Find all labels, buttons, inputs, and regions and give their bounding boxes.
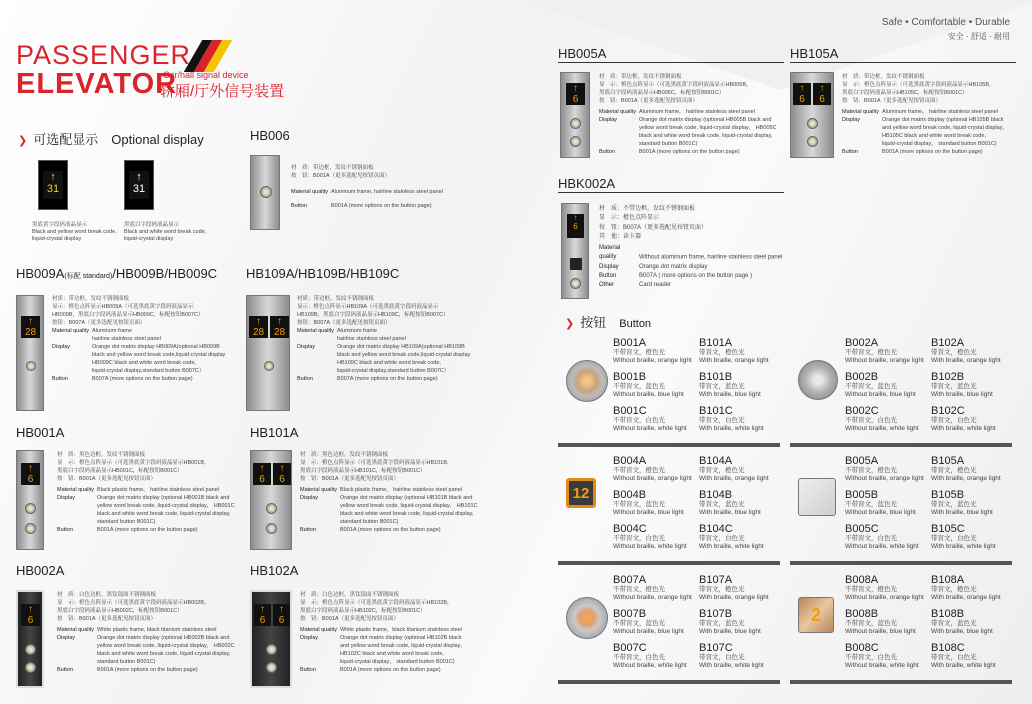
button-desc-cn: 带盲文，橙色光 xyxy=(699,467,745,474)
hb102-panel: ↑ 6 ↑ 6 xyxy=(250,590,292,688)
button-photo-icon xyxy=(798,360,838,400)
button-photo-icon xyxy=(798,597,834,633)
down-button-icon xyxy=(266,662,277,673)
button-variant xyxy=(931,338,1017,365)
button-desc-cn: 带盲文，蓝色光 xyxy=(931,501,977,508)
divider xyxy=(558,192,784,193)
button-variant xyxy=(931,575,1017,602)
hbk002-info: 材 质：不带边框，发纹不锈钢面板 显 示：橙色点阵显示 按 钮：B007A（更多选配见按钮页面） 其 他：读卡器 Material quality Without aluminum frame, hairline stainless steel panel Display Orange dot matrix display Button B007A ( more options on the button page ) Other Card reader xyxy=(599,206,783,289)
card-reader-icon xyxy=(570,258,582,270)
divider xyxy=(790,62,1016,63)
button-variant xyxy=(699,456,785,483)
hb002-title: HB002A xyxy=(16,563,65,578)
hb101-title: HB101A xyxy=(250,425,299,440)
hb105-title: HB105A xyxy=(790,46,839,61)
button-variant xyxy=(931,643,1017,670)
button-code: B108A xyxy=(931,574,965,586)
button-variant xyxy=(613,575,699,602)
button-desc-en: With braille, orange light xyxy=(699,474,769,482)
button-variant xyxy=(845,456,931,483)
button-code: B007B xyxy=(613,608,647,620)
section-bar xyxy=(558,561,780,565)
button-code: B107A xyxy=(699,574,733,586)
button-variant xyxy=(699,609,785,636)
up-button-icon xyxy=(266,644,277,655)
button-code: B007C xyxy=(613,642,647,654)
brand-subtitle-en: Car/hall signal device xyxy=(163,70,249,80)
hb102-title: HB102A xyxy=(250,563,299,578)
brand-line-1: PASSENGER xyxy=(16,40,192,70)
button-desc-cn: 不带盲文，白色光 xyxy=(845,417,897,424)
section-bar xyxy=(790,680,1012,684)
button-desc-en: Without braille, white light xyxy=(845,424,919,432)
arrow-icon: ❯ xyxy=(18,135,28,147)
call-button-icon xyxy=(260,186,272,198)
button-desc-en: Without braille, orange light xyxy=(613,593,692,601)
button-code: B105B xyxy=(931,489,965,501)
optional-display-caption-1: 黑底黄字段码液晶显示 Black and yellow word break code, liquid-crystal display xyxy=(32,222,117,243)
button-desc-cn: 不带盲文，蓝色光 xyxy=(845,501,897,508)
button-photo-icon xyxy=(566,478,596,508)
hb006-title: HB006 xyxy=(250,128,290,143)
button-desc-cn: 带盲文，白色光 xyxy=(931,654,977,661)
section-bar xyxy=(790,443,1012,447)
button-code: B005B xyxy=(845,489,879,501)
button-desc-en: With braille, white light xyxy=(931,661,996,669)
hb109-panel: ↑ 28 ↑ 28 xyxy=(246,295,290,411)
hb005-title: HB005A xyxy=(558,46,607,61)
button-desc-en: Without braille, blue light xyxy=(845,390,916,398)
button-desc-cn: 不带盲文，橙色光 xyxy=(613,586,665,593)
button-variant xyxy=(845,609,931,636)
hb001-panel: ↑ 6 xyxy=(16,450,44,550)
button-code: B004A xyxy=(613,455,647,467)
up-button-icon xyxy=(25,644,36,655)
button-desc-cn: 带盲文，白色光 xyxy=(699,535,745,542)
hb001-title: HB001A xyxy=(16,425,65,440)
button-variant xyxy=(699,338,785,365)
button-code: B007A xyxy=(613,574,647,586)
button-variant xyxy=(699,490,785,517)
button-desc-cn: 不带盲文，蓝色光 xyxy=(845,383,897,390)
button-desc-cn: 不带盲文，白色光 xyxy=(613,535,665,542)
button-photo-icon xyxy=(798,478,836,516)
button-desc-cn: 带盲文，橙色光 xyxy=(699,586,745,593)
button-desc-en: With braille, orange light xyxy=(699,356,769,364)
button-variant xyxy=(845,643,931,670)
button-code: B107B xyxy=(699,608,733,620)
button-variant xyxy=(845,372,931,399)
button-code: B005C xyxy=(845,523,879,535)
button-desc-cn: 不带盲文，橙色光 xyxy=(845,349,897,356)
section-bar xyxy=(790,561,1012,565)
button-desc-cn: 带盲文，橙色光 xyxy=(931,349,977,356)
up-button-icon xyxy=(570,118,581,129)
button-variant xyxy=(699,524,785,551)
button-desc-cn: 带盲文，橙色光 xyxy=(931,586,977,593)
button-code: B101A xyxy=(699,337,733,349)
button-variant xyxy=(699,575,785,602)
button-desc-en: Without braille, orange light xyxy=(613,356,692,364)
button-variant xyxy=(845,406,931,433)
button-code: B104A xyxy=(699,455,733,467)
button-desc-cn: 带盲文，白色光 xyxy=(699,417,745,424)
button-desc-cn: 带盲文，白色光 xyxy=(931,535,977,542)
button-desc-cn: 不带盲文，橙色光 xyxy=(845,586,897,593)
button-desc-cn: 不带盲文，白色光 xyxy=(845,654,897,661)
button-code: B008A xyxy=(845,574,879,586)
button-desc-cn: 不带盲文，橙色光 xyxy=(613,349,665,356)
down-button-icon xyxy=(25,662,36,673)
up-button-icon xyxy=(25,503,36,514)
button-code: B001A xyxy=(613,337,647,349)
button-variant xyxy=(931,456,1017,483)
arrow-icon: ❯ xyxy=(565,318,575,330)
flag-stripes-icon xyxy=(183,40,223,70)
button-desc-en: With braille, blue light xyxy=(931,627,993,635)
button-code: B101C xyxy=(699,405,733,417)
button-code: B002B xyxy=(845,371,879,383)
down-button-icon xyxy=(570,136,581,147)
button-variant xyxy=(931,406,1017,433)
hb109-info: 材质：带边框，发纹不锈钢面板 显示：橙色点阵显示HB109A（可选黑底黄字段码液晶显示 HB109B，黑底白字段码液晶显示HB109C，标配按钮B007C） 按钮：B007A（更多选配见按钮页面） Material quality Aluminum frame hairline stainless steel panel Display Orange dot matrix display HB109A(optional HB109B black and yellow word break code,liquid-crystal display HB109C black and white word break code, liquid-crystal display,standard button B007C） Button B007A (more options on the button page) xyxy=(297,296,471,382)
brand-line-2: ELEVATOR xyxy=(16,68,178,100)
button-variant xyxy=(845,490,931,517)
button-desc-en: Without braille, white light xyxy=(613,661,687,669)
button-desc-en: With braille, orange light xyxy=(699,593,769,601)
brand-subtitle-cn: 轿厢/厅外信号装置 xyxy=(160,83,285,100)
button-desc-en: Without braille, white light xyxy=(845,542,919,550)
button-code: B104C xyxy=(699,523,733,535)
button-desc-cn: 带盲文，橙色光 xyxy=(931,467,977,474)
button-code: B002C xyxy=(845,405,879,417)
hb101-info: 材 质：黑色边框，发纹不锈钢面板 显 示：橙色点阵显示（可选黑底黄字段码液晶显示HB101B， 黑底白字段码液晶显示HB101C，标配按钮B001C） 按 钮：B001A（更多选配见按钮页面） Material quality Black plastic frame， hairline stainless steel panel Display Orange dot matrix display (optional HB101B black and yellow word break code, liquid-crystal display， HB101C black and white word break code, liquid-crystal display, standard button B001C) Button B001A (more options on the button page) xyxy=(300,452,478,533)
button-desc-en: With braille, white light xyxy=(931,424,996,432)
section-bar xyxy=(558,680,780,684)
button-code: B004C xyxy=(613,523,647,535)
button-variant xyxy=(613,406,699,433)
button-variant xyxy=(931,490,1017,517)
down-button-icon xyxy=(266,523,277,534)
hb105-panel: ↑ 6 ↑ 6 xyxy=(790,72,834,158)
hb009-panel: ↑ 28 xyxy=(16,295,44,411)
button-code: B107C xyxy=(699,642,733,654)
section-bar xyxy=(558,443,780,447)
button-variant xyxy=(845,575,931,602)
call-button-icon xyxy=(26,361,36,371)
hb002-panel: ↑ 6 xyxy=(16,590,44,688)
call-button-icon xyxy=(264,361,274,371)
hb102-info: 材 质：白色边框，黑钛镜面不锈钢面板 显 示：橙色点阵显示（可选黑底黄字段码液晶显示HB102B， 黑底白字段码液晶显示HB102C，标配按钮B001C） 按 钮：B001A（更多选配见按钮页面） Material quality White plastic frame，black titanium stainless steel Display Orange dot matrix display (optional HB102B black and yellow word break code, liquid-crystal display， HB102C black and white word break code, liquid-crystal display， standard button B001C) Button B001A (more options on the button page) xyxy=(300,592,466,673)
button-desc-en: With braille, white light xyxy=(699,424,764,432)
optional-display-yellow: ↑ 31 xyxy=(38,160,68,210)
hb001-info: 材 质：黑色边框，发纹不锈钢面板 显 示：橙色点阵显示（可选黑底黄字段码液晶显示HB001B， 黑底白字段码液晶显示HB001C，标配按钮B001C） 按 钮：B001A（更多选配见按钮页面） Material quality Black plastic frame， hairline stainless steel panel Display Orange dot matrix display (optional HB001B black and yellow word break code, liquid-crystal display， HB001C black and white word break code, liquid-crystal display, standard button B001C) Button B001A (more options on the button page) xyxy=(57,452,235,533)
button-desc-cn: 不带盲文，橙色光 xyxy=(845,467,897,474)
button-code: B001C xyxy=(613,405,647,417)
button-desc-en: Without braille, blue light xyxy=(845,508,916,516)
button-digit: 2 xyxy=(810,604,821,625)
hb005-info: 材 质：带边框，发纹不锈钢面板 显 示：橙色点阵显示（可选黑底黄字段码液晶显示HB005B， 黑底白字段码液晶显示HB005C，标配按钮B001C） 按 钮：B001A（更多选配见按钮页面） Material quality Aluminum frame， hairline stainless steel panel Display Orange dot matrix display (optional HB005B black and yellow word break code, liquid-crystal display， HB005C black and white word break code, liquid-crystal display, standard button B001C) Button B001A (more options on the button page) xyxy=(599,74,777,155)
hb105-info: 材 质：带边框，发纹不锈钢面板 显 示：橙色点阵显示（可选黑底黄字段码液晶显示HB105B， 黑底白字段码液晶显示HB105C，标配按钮B001C） 按 钮：B001A（更多选配见按钮页面） Material quality Aluminum frame， hairline stainless steel panel Display Orange dot matrix display (optional HB105B black and yellow word break code, liquid-crystal display， HB105C black and white word break code, liquid-crystal display， standard button B001C) Button B001A (more options on the button page) xyxy=(842,74,1008,155)
button-desc-en: With braille, orange light xyxy=(931,356,1001,364)
button-variant xyxy=(699,372,785,399)
button-desc-cn: 不带盲文，橙色光 xyxy=(613,467,665,474)
optional-display-white: ↑ 31 xyxy=(124,160,154,210)
button-desc-en: With braille, blue light xyxy=(699,627,761,635)
up-button-icon xyxy=(807,118,818,129)
button-desc-en: Without braille, blue light xyxy=(845,627,916,635)
button-desc-en: Without braille, orange light xyxy=(613,474,692,482)
hb101-panel: ↑ 6 ↑ 6 xyxy=(250,450,292,550)
button-desc-en: Without braille, orange light xyxy=(845,356,924,364)
button-code: B104B xyxy=(699,489,733,501)
button-desc-cn: 带盲文，蓝色光 xyxy=(699,383,745,390)
hb006-panel xyxy=(250,155,280,230)
button-desc-cn: 不带盲文，蓝色光 xyxy=(613,620,665,627)
button-variant xyxy=(931,609,1017,636)
button-photo-icon xyxy=(566,360,608,402)
button-variant xyxy=(613,338,699,365)
button-desc-cn: 不带盲文，蓝色光 xyxy=(613,383,665,390)
optional-display-heading: ❯ 可选配显示 Optional display xyxy=(18,132,204,147)
button-desc-cn: 不带盲文，白色光 xyxy=(613,417,665,424)
button-code: B102A xyxy=(931,337,965,349)
hbk002-panel: ↑ 6 xyxy=(561,203,589,299)
button-desc-en: Without braille, white light xyxy=(613,542,687,550)
button-desc-en: With braille, orange light xyxy=(931,474,1001,482)
button-variant xyxy=(613,643,699,670)
button-variant xyxy=(845,524,931,551)
down-button-icon xyxy=(807,136,818,147)
button-desc-cn: 不带盲文，蓝色光 xyxy=(845,620,897,627)
optional-display-caption-2: 黑底白字段码液晶显示 Black and white word break code, liquid-crystal display xyxy=(124,222,207,243)
button-desc-en: With braille, white light xyxy=(699,661,764,669)
hb009-info: 材质：带边框，发纹不锈钢面板 显示：橙色点阵显示HB009A（可选黑底黄字段码液晶显示 HB009B，黑底白字段码液晶显示HB009C，标配按钮B007C） 按钮：B007A（更多选配见按钮页面） Material quality Aluminum frame hairline stainless steel panel Display Orange dot matrix display HB009A(optional HB009B black and yellow word break code,liquid-crystal display HB009C black and white word break code, liquid-crystal display,standard button B007C） Button B007A (more options on the button page) xyxy=(52,296,226,382)
button-code: B001B xyxy=(613,371,647,383)
button-code: B008B xyxy=(845,608,879,620)
button-desc-cn: 带盲文，蓝色光 xyxy=(699,501,745,508)
up-button-icon xyxy=(266,503,277,514)
button-desc-en: Without braille, orange light xyxy=(845,593,924,601)
button-desc-cn: 带盲文，蓝色光 xyxy=(699,620,745,627)
button-code: B005A xyxy=(845,455,879,467)
tagline-cn: 安全 · 舒适 · 耐用 xyxy=(947,32,1010,41)
button-variant xyxy=(931,524,1017,551)
button-desc-en: With braille, blue light xyxy=(931,508,993,516)
button-code: B101B xyxy=(699,371,733,383)
button-desc-cn: 带盲文，蓝色光 xyxy=(931,383,977,390)
button-desc-en: With braille, white light xyxy=(699,542,764,550)
hb005-panel: ↑ 6 xyxy=(560,72,590,158)
button-code: B004B xyxy=(613,489,647,501)
button-desc-en: Without braille, white light xyxy=(845,661,919,669)
button-photo-icon xyxy=(566,597,608,639)
button-code: B105A xyxy=(931,455,965,467)
button-code: B108B xyxy=(931,608,965,620)
button-variant xyxy=(613,456,699,483)
button-variant xyxy=(613,372,699,399)
down-button-icon xyxy=(25,523,36,534)
button-desc-en: With braille, blue light xyxy=(931,390,993,398)
button-code: B008C xyxy=(845,642,879,654)
button-code: B105C xyxy=(931,523,965,535)
hb009-title: HB009A(标配 standard)/HB009B/HB009C xyxy=(16,266,218,281)
button-desc-cn: 带盲文，白色光 xyxy=(931,417,977,424)
button-desc-cn: 带盲文，白色光 xyxy=(699,654,745,661)
button-desc-cn: 不带盲文，白色光 xyxy=(613,654,665,661)
button-variant xyxy=(699,406,785,433)
button-desc-en: With braille, blue light xyxy=(699,390,761,398)
hb109-title: HB109A/HB109B/HB109C xyxy=(246,266,400,281)
button-desc-en: With braille, blue light xyxy=(699,508,761,516)
buttons-heading: ❯ 按钮 Button xyxy=(565,315,652,330)
tagline-en: Safe • Comfortable • Durable xyxy=(881,17,1010,28)
button-desc-cn: 不带盲文，白色光 xyxy=(845,535,897,542)
button-code: B108C xyxy=(931,642,965,654)
divider xyxy=(558,62,784,63)
button-variant xyxy=(613,609,699,636)
hbk002-title: HBK002A xyxy=(558,176,616,191)
button-variant xyxy=(613,524,699,551)
hb002-info: 材 质：白色边框，黑钛镜面不锈钢面板 显 示：橙色点阵显示（可选黑底黄字段码液晶显示HB002B， 黑底白字段码液晶显示HB002C，标配按钮B001C） 按 钮：B001A（更多选配见按钮页面） Material quality White plastic frame, black titanium stainless steel Display Orange dot matrix display (optional HB002B black and yellow word break code, liquid-crystal display， HB002C black and white word break code, liquid-crystal display, standard button B001C) Button B001A (more options on the button page) xyxy=(57,592,235,673)
button-variant xyxy=(845,338,931,365)
button-desc-en: Without braille, white light xyxy=(613,424,687,432)
button-desc-cn: 带盲文，橙色光 xyxy=(699,349,745,356)
button-variant xyxy=(699,643,785,670)
button-desc-en: With braille, white light xyxy=(931,542,996,550)
button-desc-en: Without braille, blue light xyxy=(613,627,684,635)
button-desc-en: Without braille, orange light xyxy=(845,474,924,482)
hb006-info: 材 质：带边框，发纹不锈钢面板 按 钮：B001A（更多选配见按钮页面） Material quality Aluminum frame, hairline stainless steel panel Button B001A (more options on the button page) xyxy=(291,165,443,209)
button-desc-en: Without braille, blue light xyxy=(613,390,684,398)
button-desc-en: With braille, orange light xyxy=(931,593,1001,601)
button-code: B102B xyxy=(931,371,965,383)
button-variant xyxy=(613,490,699,517)
button-code: B002A xyxy=(845,337,879,349)
button-digit: 12 xyxy=(572,484,590,502)
button-desc-en: Without braille, blue light xyxy=(613,508,684,516)
button-code: B102C xyxy=(931,405,965,417)
button-variant xyxy=(931,372,1017,399)
button-desc-cn: 不带盲文，蓝色光 xyxy=(613,501,665,508)
button-desc-cn: 带盲文，蓝色光 xyxy=(931,620,977,627)
call-button-icon xyxy=(570,278,581,289)
